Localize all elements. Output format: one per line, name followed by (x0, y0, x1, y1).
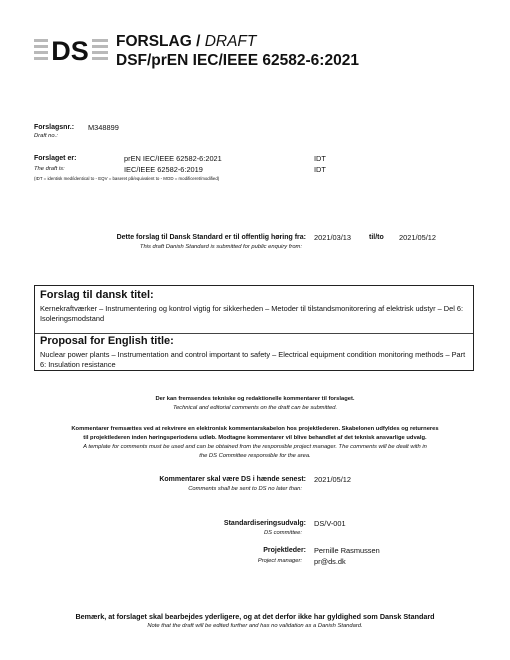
proposal-number-label: Forslagsnr.: (34, 124, 75, 131)
english-title-heading: Proposal for English title: (40, 335, 174, 347)
draft-standard-2: IEC/IEEE 62582-6:2019 (124, 165, 203, 174)
draft-code-2: IDT (314, 165, 326, 174)
comments-procedure-line1: Kommentarer fremsættes ved at rekvirere en elektronisk kommentarskabelon hos projektlederen. Skabelonen udfyldes og returneres (71, 426, 439, 432)
draft-code-1: IDT (314, 154, 326, 163)
hearing-to-label: til/to (369, 234, 384, 241)
footer-note-en: Note that the draft will be edited further and has no validation as a Danish Standard. (147, 623, 363, 629)
proposal-number-value: M348899 (88, 123, 119, 132)
committee-value: DS/V-001 (314, 519, 346, 528)
deadline-value: 2021/05/12 (314, 475, 351, 484)
comments-procedure-en-line1: A template for comments must be used and can be obtained from the responsible project manager. The comments will be dealt with in (83, 444, 427, 450)
comments-procedure-en-line2: the DS Committee responsible for the area. (199, 453, 311, 459)
draft-standard-1: prEN IEC/IEEE 62582-6:2021 (124, 154, 222, 163)
ds-logo (34, 36, 108, 62)
proposal-number-label-en: Draft no.: (34, 133, 58, 139)
comments-procedure-line2: til projektlederen inden høringsperiodens udløb. Modtagne kommentarer vil blive behandlet af det teknisk ansvarlige udvalg. (83, 435, 427, 441)
draft-is-label-en: The draft is: (34, 166, 65, 172)
doc-type-title (116, 33, 256, 51)
committee-label: Standardiseringsudvalg: (223, 520, 306, 527)
svg-text:DS: DS (51, 36, 89, 62)
comments-info: Der kan fremsendes tekniske og redaktionelle kommentarer til forslaget. (155, 396, 355, 402)
equivalence-legend: (IDT = identisk med/identical to - EQV = baseret på/equivalent to - MOD = modificeret/modified) (34, 176, 220, 181)
footer-note: Bemærk, at forslaget skal bearbejdes yderligere, og at det derfor ikke har gyldighed som Dansk Standard (75, 612, 435, 621)
hearing-from-date: 2021/03/13 (314, 233, 351, 242)
manager-label: Projektleder: (263, 547, 306, 554)
manager-label-en: Project manager: (257, 558, 302, 564)
deadline-label: Kommentarer skal være DS i hænde senest: (159, 476, 306, 483)
manager-name: Pernille Rasmussen (314, 546, 380, 555)
committee-label-en: DS committee: (263, 530, 302, 536)
deadline-label-en: Comments shall be sent to DS no later than: (188, 486, 302, 492)
comments-info-en: Technical and editorial comments on the draft can be submitted. (172, 405, 338, 411)
english-title-text: Nuclear power plants – Instrumentation and control important to safety – Electrical equipment condition monitoring methods – Part 6: Insulation resistance (40, 350, 466, 369)
draft-is-label: Forslaget er: (34, 155, 77, 162)
danish-title-text: Kernekraftværker – Instrumentering og kontrol vigtig for sikkerheden – Metoder til tilstandsmonitorering af elektrisk udstyr – Del 6: Isoleringsmodstand (40, 304, 464, 323)
standard-title: DSF/prEN IEC/IEEE 62582-6:2021 (116, 52, 359, 69)
danish-title-heading: Forslag til dansk titel: (40, 289, 154, 301)
manager-email[interactable]: pr@ds.dk (314, 557, 346, 566)
hearing-label: Dette forslag til Dansk Standard er til offentlig høring fra: (116, 234, 306, 241)
doc-type-label: FORSLAG / (116, 33, 201, 50)
hearing-to-date: 2021/05/12 (399, 233, 436, 242)
hearing-label-en: This draft Danish Standard is submitted for public enquiry from: (139, 244, 302, 250)
doc-type-draft: DRAFT (204, 33, 257, 50)
title-box-divider (35, 333, 473, 334)
